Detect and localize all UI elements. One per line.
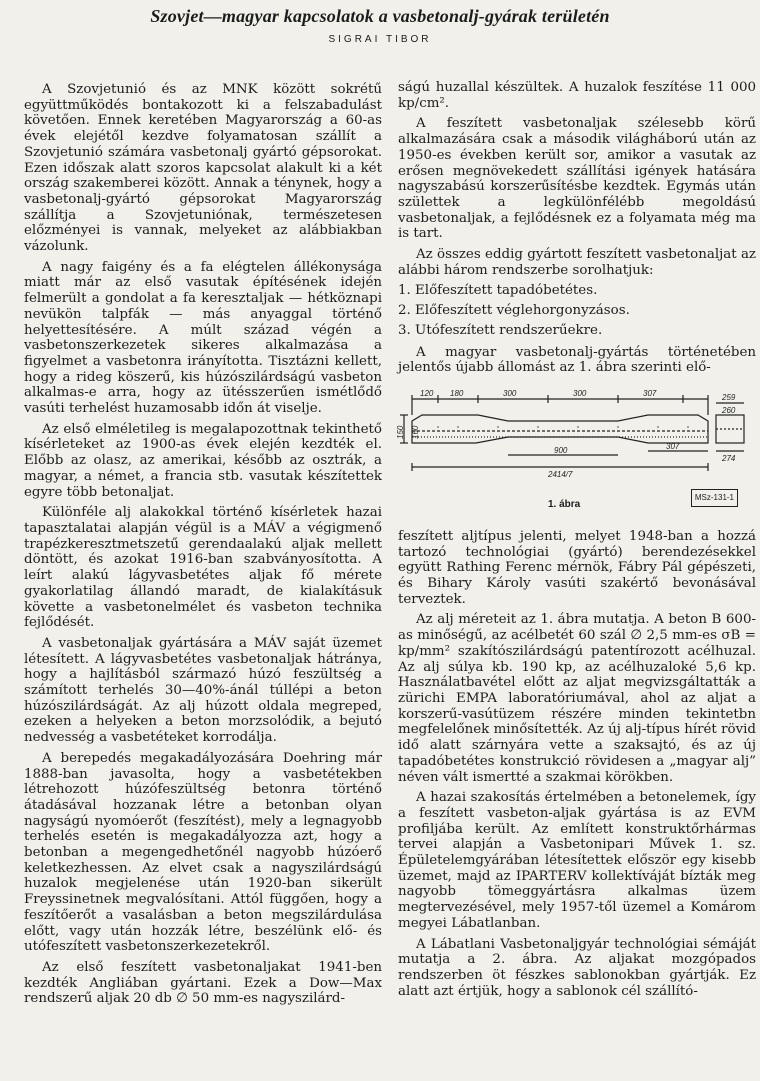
dim-label: 180 — [450, 388, 464, 398]
figure-1 — [398, 381, 756, 521]
dim-label: 307 — [643, 388, 657, 398]
paragraph: A feszített vasbetonaljak szélesebb körű alkalmazására csak a második világháború után az 1950-es években került sor, amikor a vasutak az erősen megnövekedett szállítási igények hatására nagyszabású korszerűsítésbe kezdtek. Egymás után születtek a legkülönfélébb megoldású vasbetonaljak, a fejlődésnek ez a folyamata még ma is tart. — [398, 116, 756, 242]
dim-label: 2414/7 — [548, 469, 573, 479]
paragraph: Az első elméletileg is megalapozottnak tekinthető kísérleteket az 1900-as évek elején kezdték el. Előbb az olasz, az amerikai, később az osztrák, a magyar, a német, a francia stb. vasutak készítettek egyre több betonaljat. — [24, 421, 382, 500]
paragraph: A nagy faigény és a fa elégtelen állékonysága miatt már az első vasutak építésének idején felmerült a gondolat a fa keresztaljak — hétköznapi nevükön talpfák — más anyaggal történő helyettesítésére. A múlt század végén a vasbetonszerkezetek sikeres alkalmazása a figyelmet a vasbetonra irányította. Tisztázni kellett, hogy a rideg köszerű, kis húzószilárdságú vasbeton alkalmas-e arra, hogy az ütésszerűen ismétlődő vasúti terhelést huzamosabb időn át viselje. — [24, 259, 382, 417]
paragraph: A vasbetonaljak gyártására a MÁV saját üzemet létesített. A lágyvasbetétes vasbetonaljak hátránya, hogy a hajlításból származó húzó feszültség a számított terhelés 30—40%-ánál túllépi a beton húzószilárdságát. Az alj húzott oldala megreped, ezeken a helyeken a beton morzsolódik, a bejutó nedvesség a vasbetéteket korrodálja. — [24, 635, 382, 746]
paragraph: A hazai szakosítás értelmében a betonelemek, így a feszített vasbeton-aljak gyártása is az EVM profiljába került. Az említett konstruktőrhármas tervei alapján a Vasbetonipari Művek 1. sz. Épületelemgyárában létesítettek először egy kisebb üzemet, majd az IPARTERV kollektíváját bízták meg nagyobb tömeggyártásra alkalmas üzem megtervezésével, mely 1957-től üzemel a Komárom megyei Lábatlanban. — [398, 790, 756, 931]
left-column — [24, 82, 382, 1012]
paragraph: Különféle alj alakokkal történő kísérletek hazai tapasztalatai alapján végül is a MÁV a végigmenő trapézkeresztmetszetű gerendaalakú aljak mellett döntött, és azokat 1916-ban szabványosította. A leírt alakú lágyvasbetétes aljak fő mérete gyakorlatilag állandó maradt, de kialakításuk követte a vasbetonelmélet és vasbeton technika fejlődését. — [24, 505, 382, 631]
paragraph: Az első feszített vasbetonaljakat 1941-ben kezdték Angliában gyártani. Ezek a Dow—Max rendszerű aljak 20 db ∅ 50 mm-es nagyszilárd- — [24, 959, 382, 1007]
figure-caption: 1. ábra — [548, 498, 581, 510]
paragraph: A magyar vasbetonalj-gyártás történetében jelentős újabb állomást az 1. ábra szerinti elő- — [398, 344, 756, 376]
dim-label: 900 — [554, 445, 568, 455]
list-item: 2. Előfeszített véglehorgonyzásos. — [398, 303, 630, 319]
paragraph: Az összes eddig gyártott feszített vasbetonaljat az alábbi három rendszerbe sorolhatjuk: — [398, 247, 756, 278]
list-item: 1. Előfeszített tapadóbetétes. — [398, 283, 598, 299]
dim-label: 300 — [503, 388, 517, 398]
right-column — [398, 80, 756, 1004]
dim-label: 260 — [722, 405, 736, 415]
dim-label: 150 — [396, 425, 405, 439]
dim-label: 307 — [666, 441, 680, 451]
figure-code: MSz-131-1 — [691, 489, 738, 507]
article-author: SIGRAI TIBOR — [328, 34, 432, 45]
paragraph: A Szovjetunió és az MNK között sokrétű együttműködés bontakozott ki a felszabadulást követően. Ennek keretében Magyarország a 60-as évek elejétől kezdve folyamatosan szállít a Szovjetunió számára vasbetonalj gyártó gépsorokat. Ezen időszak alatt szoros kapcsolat alakult ki a két ország szakemberei között. Annak a ténynek, hogy a vasbetonalj-gyártó gépsorokat Magyarország szállítja a Szovjetuniónak, természetesen előzményei is vannak, melyeket az alábbiakban vázolunk. — [24, 82, 382, 255]
dim-label: 259 — [722, 392, 736, 402]
article-title: Szovjet—magyar kapcsolatok a vasbetonalj-gyárak területén — [150, 6, 610, 26]
sleeper-drawing — [398, 381, 756, 491]
dim-label: 274 — [722, 453, 736, 463]
paragraph: ságú huzallal készültek. A huzalok feszítése 11 000 kp/cm². — [398, 80, 756, 111]
paragraph: Az alj méreteit az 1. ábra mutatja. A beton B 600-as minőségű, az acélbetét 60 szál ∅ 2,5 mm-es σB = kp/mm² szakítószilárdságú patentírozott acélhuzal. Az alj súlya kb. 190 kp, az acélhuzaloké 5,6 kp. Használatbavétel előtt az aljat megvizsgáltatták a zürichi EMPA laboratóriumával, ahol az aljat a korszerű-vasútüzem részére minden tekintetbn megfelelőnek minősítették. Az új alj-típus hírét rövid idő alatt szárnyára vette a szaksajtó, és az új tapadóbetétes konstrukció rövidesen a „magyar alj” néven vált ismertté a szakmai körökben. — [398, 612, 756, 785]
systems-list — [398, 283, 756, 338]
paragraph: feszített aljtípus jelenti, melyet 1948-ban a hozzá tartozó technológiai (gyártó) berendezésekkel együtt Rathing Ferenc mérnök, Fábry Pál gépészeti, és Bihary Károly vasúti szakértő bevonásával terveztek. — [398, 528, 756, 607]
paragraph: A berepedés megakadályozására Doehring már 1888-ban javasolta, hogy a vasbetétekben létrehozott húzófeszültség betonra történő átadásával hozzanak létre a betonban olyan nagyságú nyomóerőt (feszítést), mely a legnagyobb terhelés esetén is megakadályozza azt, hogy a betonban a megengedhetőnél nagyobb húzóerő keletkezhessen. Az elvet csak a nagyszilárdságú huzalok megjelenése után 1920-ban sikerült Freyssinetnek megvalósítani. Attól függően, hogy a feszítőerőt a vasalásban a beton megszilárdulása előtt, vagy után hozzák létre, beszélünk elő- és utófeszített vasbetonszerkezetekről. — [24, 750, 382, 955]
dim-label: 120 — [420, 388, 434, 398]
dim-label: 300 — [573, 388, 587, 398]
paragraph: A Lábatlani Vasbetonaljgyár technológiai sémáját mutatja a 2. ábra. Az aljakat mozgópados rendszerben öt fészkes sablonokban gyártják. Ez alatt azt értjük, hogy a sablonok cél szállító- — [398, 936, 756, 999]
list-item: 3. Utófeszített rendszerűekre. — [398, 322, 603, 338]
dim-label: 160 — [411, 425, 420, 439]
